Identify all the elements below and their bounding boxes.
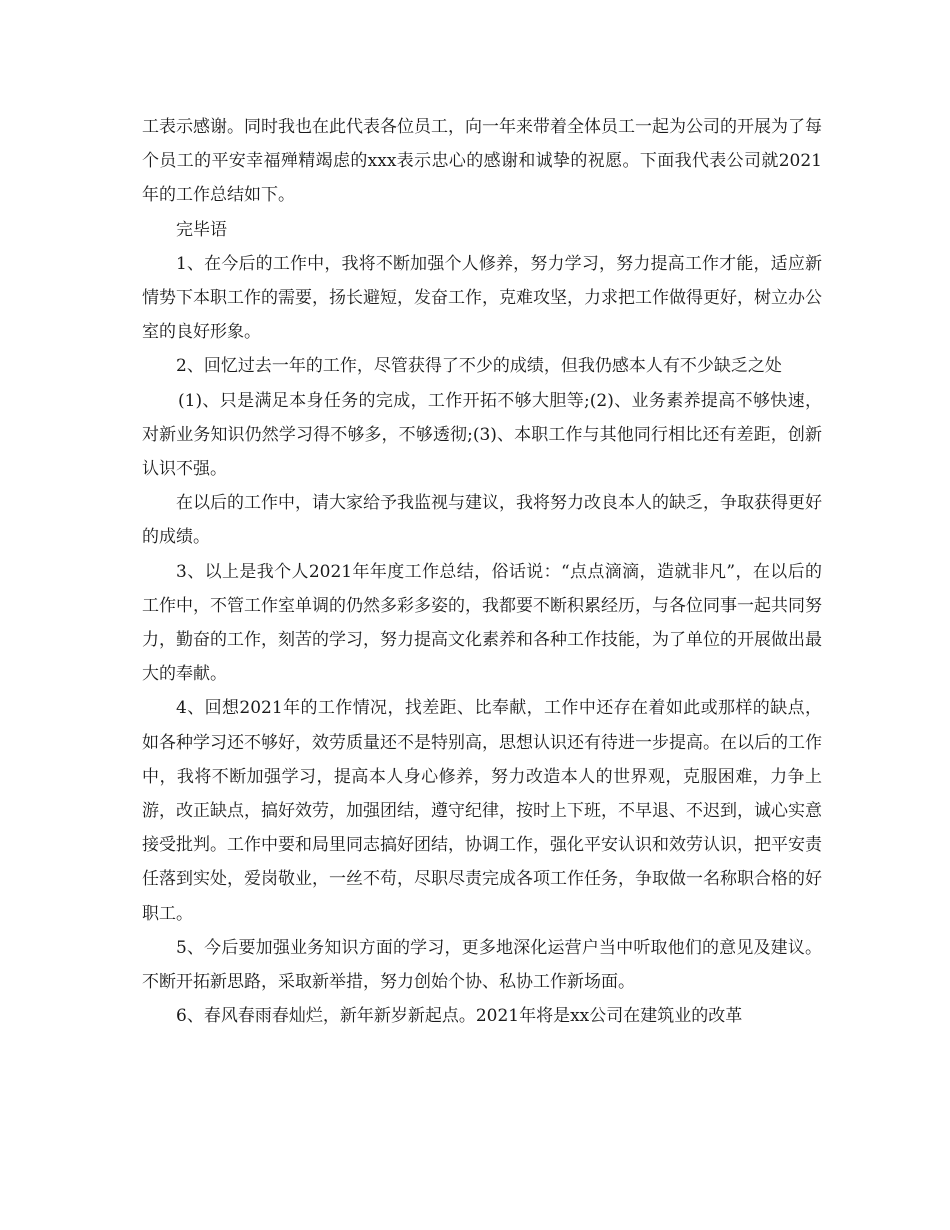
paragraph-item-2-followup: 在以后的工作中，请大家给予我监视与建议，我将努力改良本人的缺乏，争取获得更好的成绩。: [142, 493, 822, 548]
document-body: [142, 110, 822, 1033]
paragraph-item-2-details: (1)、只是满足本身任务的完成，工作开拓不够大胆等;(2)、业务素养提高不够快速，对新业务知识仍然学习得不够多，不够透彻;(3)、本职工作与其他同行相比还有差距，创新认识不强。: [142, 390, 822, 480]
paragraph-item-2: 2、回忆过去一年的工作，尽管获得了不少的成绩，但我仍感本人有不少缺乏之处: [176, 356, 782, 377]
paragraph-item-1: 1、在今后的工作中，我将不断加强个人修养，努力学习，努力提高工作才能，适应新情势下本职工作的需要，扬长避短，发奋工作，克难攻坚，力求把工作做得更好，树立办公室的良好形象。: [142, 253, 822, 343]
paragraph-item-3: 3、以上是我个人2021年年度工作总结，俗话说：“点点滴滴，造就非凡”，在以后的工作中，不管工作室单调的仍然多彩多姿的，我都要不断积累经历，与各位同事一起共同努力，勤奋的工作，刻苦的学习，努力提高文化素养和各种工作技能，为了单位的开展做出最大的奉献。: [142, 561, 822, 685]
paragraph-item-6: 6、春风春雨春灿烂，新年新岁新起点。2021年将是xx公司在建筑业的改革: [176, 1006, 743, 1027]
paragraph-item-5: 5、今后要加强业务知识方面的学习，更多地深化运营户当中听取他们的意见及建议。不断开拓新思路，采取新举措，努力创始个协、私协工作新场面。: [142, 937, 822, 993]
paragraph-heading-conclusion: 完毕语: [176, 219, 227, 240]
paragraph-intro-continued: 工表示感谢。同时我也在此代表各位员工，向一年来带着全体员工一起为公司的开展为了每个员工的平安幸福殚精竭虑的xxx表示忠心的感谢和诚挚的祝愿。下面我代表公司就2021年的工作总结如下。: [142, 117, 822, 206]
paragraph-item-4: 4、回想2021年的工作情况，找差距、比奉献，工作中还存在着如此或那样的缺点，如各种学习还不够好，效劳质量还不是特别高，思想认识还有待进一步提高。在以后的工作中，我将不断加强学习，提高本人身心修养，努力改造本人的世界观，克服困难，力争上游，改正缺点，搞好效劳，加强团结，遵守纪律，按时上下班，不早退、不迟到，诚心实意接受批判。工作中要和局里同志搞好团结，协调工作，强化平安认识和效劳认识，把平安责任落到实处，爱岗敬业，一丝不苟，尽职尽责完成各项工作任务，争取做一名称职合格的好职工。: [142, 698, 822, 924]
